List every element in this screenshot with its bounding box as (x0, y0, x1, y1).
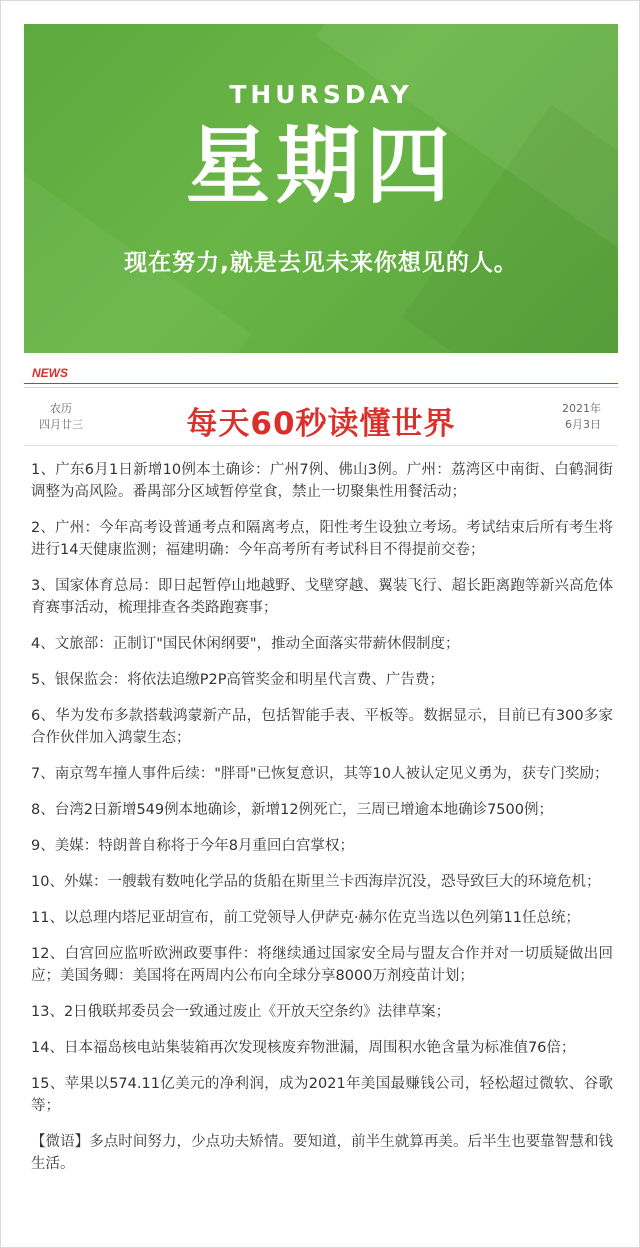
daily-quote: 【微语】多点时间努力，少点功夫矫情。要知道，前半生就算再美。后半生也要靠智慧和钱生活。 (31, 1134, 613, 1172)
divider-red (24, 383, 618, 384)
news-item: 4、文旅部：正制订"国民休闲纲要"，推动全面落实带薪休假制度； (31, 636, 460, 652)
news-list (31, 459, 613, 1175)
news-item: 11、以总理内塔尼亚胡宣布，前工党领导人伊萨克·赫尔佐克当选以色列第11任总统； (31, 910, 581, 926)
date-month-day: 6月3日 (565, 418, 601, 431)
news-item: 6、华为发布多款搭载鸿蒙新产品，包括智能手表、平板等。数据显示，目前已有300多家合作伙伴加入鸿蒙生态； (31, 708, 613, 746)
news-tag: NEWS (32, 366, 68, 380)
news-item: 3、国家体育总局：即日起暂停山地越野、戈壁穿越、翼装飞行、超长距离跑等新兴高危体育赛事活动，梳理排查各类路跑赛事； (31, 578, 613, 616)
news-item: 15、苹果以574.11亿美元的净利润，成为2021年美国最赚钱公司，轻松超过微软、谷歌等； (31, 1076, 613, 1114)
weekday-chinese: 星期四 (185, 117, 456, 215)
divider-gray (24, 387, 618, 388)
news-item: 13、2日俄联邦委员会一致通过废止《开放天空条约》法律草案； (31, 1004, 451, 1020)
news-item: 8、台湾2日新增549例本地确诊，新增12例死亡，三周已增逾本地确诊7500例； (31, 802, 553, 818)
banner-slogan: 现在努力,就是去见未来你想见的人。 (124, 250, 518, 276)
divider-bottom (24, 445, 618, 446)
news-item: 1、广东6月1日新增10例本土确诊：广州7例、佛山3例。广州：荔湾区中南街、白鹤洞街调整为高风险。番禺部分区域暂停堂食，禁止一切聚集性用餐活动； (31, 462, 613, 500)
news-item: 2、广州：今年高考设普通考点和隔离考点，阳性考生设独立考场。考试结束后所有考生将进行14天健康监测；福建明确：今年高考所有考试科目不得提前交卷； (31, 520, 613, 558)
gregorian-date (562, 401, 601, 433)
news-item: 12、白宫回应监听欧洲政要事件：将继续通过国家安全局与盟友合作并对一切质疑做出回应；美国务卿：美国将在两周内公布向全球分享8000万剂疫苗计划； (31, 946, 613, 984)
date-year: 2021年 (562, 402, 601, 415)
news-item: 14、日本福岛核电站集装箱再次发现核废弃物泄漏，周围积水铯含量为标准值76倍； (31, 1040, 576, 1056)
masthead-title: 每天60秒读懂世界 (186, 406, 456, 442)
news-item: 7、南京驾车撞人事件后续："胖哥"已恢复意识，其等10人被认定见义勇为，获专门奖励； (31, 766, 609, 782)
weekday-english: THURSDAY (229, 80, 413, 109)
header-banner (24, 24, 618, 353)
lunar-label: 农历 (50, 402, 72, 415)
lunar-day: 四月廿三 (39, 418, 83, 431)
news-item: 5、银保监会：将依法追缴P2P高管奖金和明星代言费、广告费； (31, 672, 444, 688)
news-item: 9、美媒：特朗普自称将于今年8月重回白宫掌权； (31, 838, 354, 854)
quote-item (31, 1131, 613, 1175)
news-item: 10、外媒：一艘载有数吨化学品的货船在斯里兰卡西海岸沉没，恐导致巨大的环境危机； (31, 874, 601, 890)
